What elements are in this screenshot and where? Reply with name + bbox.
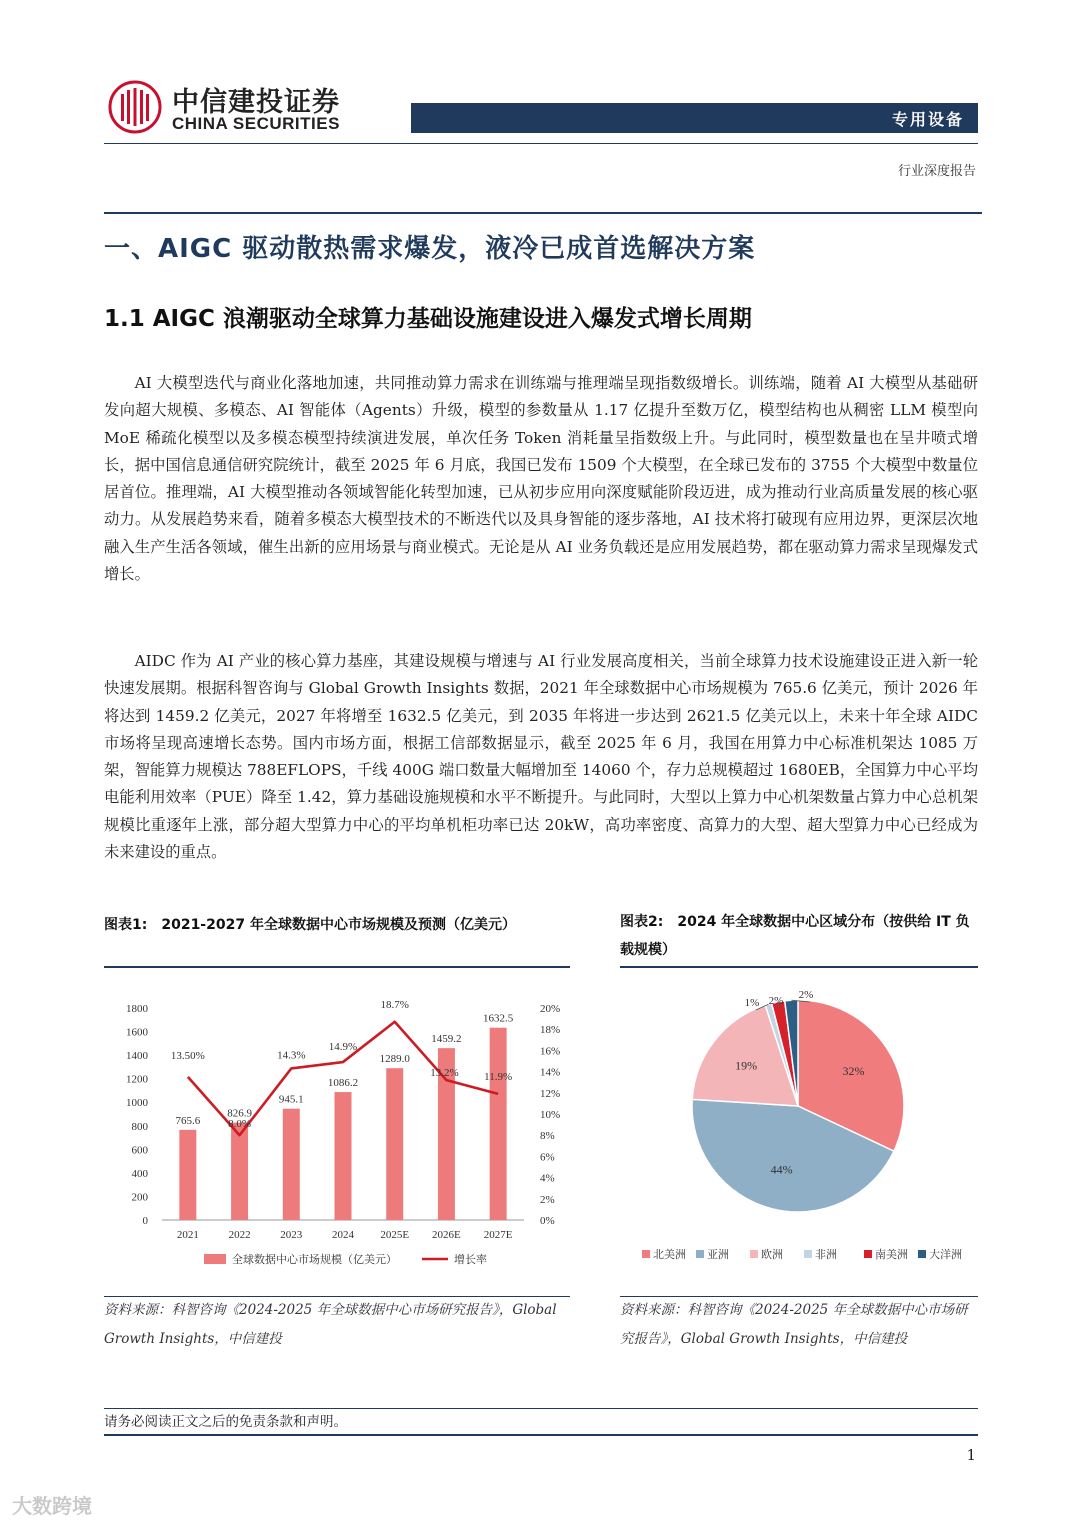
bar-value-label: 826.9	[227, 1107, 252, 1120]
subsection-heading: 1.1 AIGC 浪潮驱动全球算力基础设施建设进入爆发式增长周期	[104, 306, 752, 332]
figure-2-title: 图表2: 2024 年全球数据中心区域分布（按供给 IT 负载规模）	[620, 914, 970, 958]
bar-value-label: 1086.2	[327, 1077, 359, 1090]
legend-label-大洋洲: 大洋洲	[929, 1248, 962, 1261]
pie-value-label: 1%	[744, 997, 760, 1009]
y-right-tick-label: 8%	[540, 1130, 555, 1143]
legend-label-亚洲: 亚洲	[707, 1248, 729, 1261]
y-left-tick-label: 1600	[126, 1026, 148, 1039]
section-heading: 一、AIGC 驱动散热需求爆发，液冷已成首选解决方案	[104, 234, 756, 264]
legend-label-非洲: 非洲	[815, 1248, 837, 1261]
figure-1-title: 图表1: 2021-2027 年全球数据中心市场规模及预测（亿美元）	[104, 917, 516, 933]
market-size-chart	[104, 990, 570, 1280]
y-right-tick-label: 10%	[540, 1109, 561, 1121]
bar-2022	[231, 1123, 248, 1220]
figure-1-rule	[104, 966, 570, 968]
page-number: 1	[966, 1446, 976, 1464]
bar-value-label: 945.1	[278, 1093, 304, 1106]
pie-value-label: 19%	[735, 1058, 758, 1073]
legend-swatch-非洲	[804, 1250, 812, 1258]
y-left-tick-label: 1800	[126, 1003, 148, 1015]
figure-2-source: 资料来源：科智咨询《2024-2025 年全球数据中心市场研究报告》，Global Growth Insights，中信建投	[620, 1302, 968, 1347]
y-right-tick-label: 20%	[540, 1003, 561, 1015]
bar-2027E	[490, 1028, 507, 1220]
brand-name-en: CHINA SECURITIES	[172, 114, 340, 133]
legend-swatch-北美洲	[642, 1250, 650, 1258]
pie-value-label: 2%	[798, 989, 814, 1001]
y-left-tick-label: 400	[131, 1167, 148, 1180]
body-paragraph: AI 大模型迭代与商业化落地加速，共同推动算力需求在训练端与推理端呈现指数级增长。训练端，随着 AI 大模型从基础研发向超大规模、多模态、AI 智能体（Agents）升级，模型的参数量从 1.17 亿提升至数万亿，模型结构也从稠密 LLM 模型向 MoE 稀疏化模型以及多模态模型持续演进发展，单次任务 Token 消耗量呈指数级上升。与此同时，模型数量也在呈井喷式增长，据中国信息通信研究院统计，截至 2025 年 6 月底，我国已发布 1509 个大模型，在全球已发布的 3755 个大模型中数量位居首位。推理端，AI 大模型推动各领域智能化转型加速，已从初步应用向深度赋能阶段迈进，成为推动行业高质量发展的核心驱动力。从发展趋势来看，随着多模态大模型技术的不断迭代以及具身智能的逐步落地，AI 技术将打破现有应用边界，更深层次地融入生产生活各领域，催生出新的应用场景与商业模式。无论是从 AI 业务负载还是应用发展趋势，都在驱动算力需求呈现爆发式增长。	[104, 374, 978, 584]
growth-value-label: 8.0%	[228, 1118, 252, 1131]
legend-swatch-大洋洲	[918, 1250, 926, 1258]
disclaimer: 请务必阅读正文之后的免责条款和声明。	[104, 1414, 347, 1430]
y-right-tick-label: 16%	[540, 1045, 561, 1058]
bar-value-label: 1459.2	[431, 1033, 462, 1046]
y-left-tick-label: 1200	[126, 1073, 148, 1086]
bar-value-label: 1632.5	[483, 1012, 514, 1025]
growth-value-label: 14.9%	[328, 1041, 358, 1054]
x-tick-label: 2026E	[432, 1229, 461, 1241]
sector-banner	[411, 103, 978, 133]
y-left-tick-label: 0	[142, 1215, 148, 1227]
legend-line-label: 增长率	[454, 1253, 487, 1266]
growth-value-label: 13.50%	[170, 1049, 205, 1062]
bar-value-label: 1289.0	[379, 1053, 410, 1066]
y-right-tick-label: 12%	[540, 1087, 561, 1100]
body-paragraph: AIDC 作为 AI 产业的核心算力基座，其建设规模与增速与 AI 行业发展高度相关，当前全球算力技术设施建设正进入新一轮快速发展期。根据科智咨询与 Global Growth Insights 数据，2021 年全球数据中心市场规模为 765.6 亿美元，预计 2026 年将达到 1459.2 亿美元，2027 年将增至 1632.5 亿美元，到 2035 年将进一步达到 2621.5 亿美元以上，未来十年全球 AIDC 市场将呈现高速增长态势。国内市场方面，根据工信部数据显示，截至 2025 年 6 月，我国在用算力中心标准机架达 1085 万架，智能算力规模达 788EFLOPS，千线 400G 端口数量大幅增加至 14060 个，存力总规模超过 1680EB，全国算力中心平均电能利用效率（PUE）降至 1.42，算力基础设施规模和水平不断提升。与此同时，大型以上算力中心机架数量占算力中心总机架规模比重逐年上涨，部分超大型算力中心的平均单机柜功率已达 20kW，高功率密度、高算力的大型、超大型算力中心已经成为未来建设的重点。	[104, 652, 978, 862]
legend-swatch-亚洲	[696, 1250, 704, 1258]
pie-value-label: 32%	[842, 1063, 865, 1078]
legend-swatch-南美洲	[864, 1250, 872, 1258]
y-right-tick-label: 4%	[540, 1172, 555, 1185]
y-left-tick-label: 1400	[126, 1050, 148, 1063]
sector-label: 专用设备	[891, 110, 964, 129]
growth-value-label: 11.9%	[484, 1070, 513, 1083]
x-tick-label: 2022	[228, 1229, 251, 1241]
report-type: 行业深度报告	[897, 164, 976, 179]
bar-2025E	[386, 1068, 403, 1220]
y-left-tick-label: 600	[131, 1144, 148, 1157]
y-right-tick-label: 14%	[540, 1066, 561, 1079]
pie-value-label: 2%	[768, 995, 784, 1007]
bar-2023	[283, 1109, 300, 1220]
bar-value-label: 765.6	[175, 1114, 201, 1127]
y-left-tick-label: 200	[131, 1191, 148, 1204]
region-pie-chart	[620, 980, 978, 1280]
legend-label-欧洲: 欧洲	[761, 1248, 783, 1261]
figure-1-source: 资料来源：科智咨询《2024-2025 年全球数据中心市场研究报告》，Global Growth Insights，中信建投	[104, 1302, 557, 1347]
growth-value-label: 14.3%	[277, 1049, 306, 1062]
pie-value-label: 44%	[770, 1162, 793, 1177]
legend-swatch-欧洲	[750, 1250, 758, 1258]
x-tick-label: 2023	[280, 1229, 303, 1241]
y-left-tick-label: 800	[131, 1120, 148, 1133]
y-left-tick-label: 1000	[126, 1097, 148, 1110]
y-right-tick-label: 2%	[540, 1193, 555, 1206]
legend-label-南美洲: 南美洲	[875, 1248, 908, 1261]
legend-bar-label: 全球数据中心市场规模（亿美元）	[232, 1253, 397, 1266]
legend-label-北美洲: 北美洲	[653, 1248, 686, 1261]
y-right-tick-label: 6%	[540, 1151, 555, 1164]
footer-rule-top	[104, 1408, 978, 1409]
watermark: 大数跨境	[12, 1494, 92, 1518]
y-right-tick-label: 0%	[540, 1215, 555, 1227]
x-tick-label: 2025E	[380, 1229, 410, 1241]
x-tick-label: 2024	[332, 1229, 354, 1241]
growth-value-label: 18.7%	[380, 998, 409, 1011]
bar-2024	[335, 1092, 352, 1220]
legend-bar-swatch	[204, 1254, 226, 1264]
figure-2-rule	[620, 966, 978, 968]
header-divider	[104, 143, 978, 144]
brand-name-cn: 中信建投证券	[172, 87, 340, 118]
x-tick-label: 2021	[176, 1229, 199, 1241]
y-right-tick-label: 18%	[540, 1024, 561, 1037]
company-logo	[108, 80, 162, 134]
x-tick-label: 2027E	[483, 1229, 513, 1241]
growth-value-label: 13.2%	[430, 1067, 459, 1080]
footer-rule-bottom	[104, 1434, 978, 1436]
header-rule	[104, 212, 982, 214]
bar-2021	[179, 1130, 196, 1220]
